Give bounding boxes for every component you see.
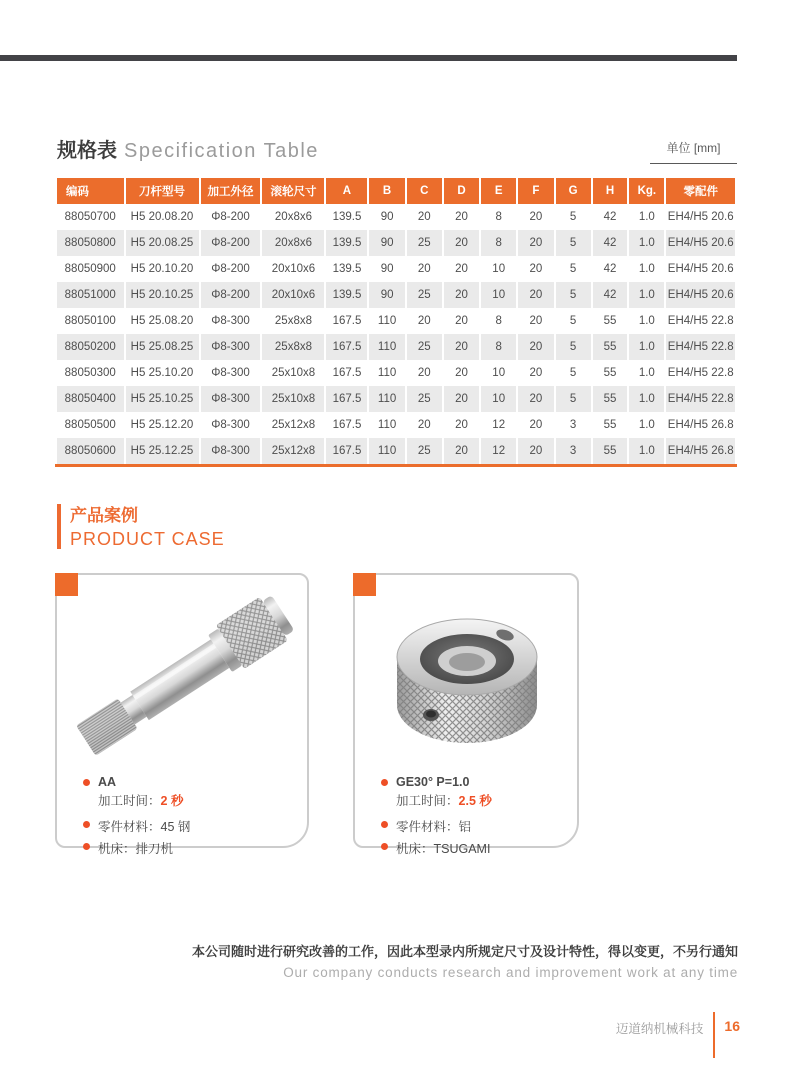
spec-cell: 88050500 bbox=[57, 412, 124, 438]
table-row bbox=[57, 412, 735, 438]
spec-cell: H5 20.10.25 bbox=[126, 282, 199, 308]
time-value: 2 秒 bbox=[160, 794, 184, 808]
bullet-icon bbox=[381, 821, 388, 828]
spec-cell: 5 bbox=[556, 230, 591, 256]
spec-cell: 88050800 bbox=[57, 230, 124, 256]
spec-cell: 20 bbox=[444, 386, 479, 412]
spec-cell: 88050900 bbox=[57, 256, 124, 282]
list-item-time bbox=[381, 791, 569, 809]
spec-cell: 20 bbox=[444, 412, 479, 438]
spec-cell: 110 bbox=[369, 412, 404, 438]
spec-cell: 88050100 bbox=[57, 308, 124, 334]
card-detail-list bbox=[83, 775, 299, 861]
spec-cell: 25x8x8 bbox=[262, 308, 324, 334]
spec-cell: EH4/H5 20.6 bbox=[666, 256, 735, 282]
list-item-name bbox=[381, 775, 569, 789]
spec-cell: 20 bbox=[444, 282, 479, 308]
spec-cell: 20x10x6 bbox=[262, 282, 324, 308]
material-text: 零件材料：45 钢 bbox=[98, 820, 191, 834]
spec-cell: EH4/H5 22.8 bbox=[666, 334, 735, 360]
spec-cell: 90 bbox=[369, 256, 404, 282]
spec-cell: 110 bbox=[369, 360, 404, 386]
list-item-time bbox=[83, 791, 299, 809]
spec-cell: H5 25.10.25 bbox=[126, 386, 199, 412]
spec-cell: 10 bbox=[481, 282, 516, 308]
spec-cell: 8 bbox=[481, 334, 516, 360]
spec-cell: 20 bbox=[518, 438, 553, 464]
spec-cell: 20 bbox=[407, 256, 442, 282]
spec-cell: EH4/H5 26.8 bbox=[666, 438, 735, 464]
bullet-icon bbox=[83, 843, 90, 850]
column-header: A bbox=[326, 178, 367, 204]
spec-cell: Φ8-300 bbox=[201, 308, 261, 334]
table-row bbox=[57, 282, 735, 308]
spec-cell: 88051000 bbox=[57, 282, 124, 308]
page-footer bbox=[616, 1012, 740, 1058]
spec-cell: 8 bbox=[481, 230, 516, 256]
product-photo-knurled-shaft bbox=[65, 587, 303, 767]
spec-cell: 20 bbox=[444, 256, 479, 282]
column-header: B bbox=[369, 178, 404, 204]
spec-cell: 25x12x8 bbox=[262, 438, 324, 464]
spec-cell: Φ8-300 bbox=[201, 412, 261, 438]
spec-cell: 88050200 bbox=[57, 334, 124, 360]
spec-cell: 5 bbox=[556, 308, 591, 334]
material-text: 零件材料：铝 bbox=[396, 820, 472, 834]
company-name: 迈道纳机械科技 bbox=[615, 1022, 704, 1036]
product-case-heading bbox=[57, 501, 225, 550]
spec-cell: 167.5 bbox=[326, 438, 367, 464]
spec-cell: 25x8x8 bbox=[262, 334, 324, 360]
spec-cell: 55 bbox=[593, 412, 628, 438]
time-label: 加工时间： bbox=[396, 794, 459, 808]
spec-cell: 1.0 bbox=[629, 204, 664, 230]
spec-cell: 55 bbox=[593, 360, 628, 386]
spec-cell: EH4/H5 20.6 bbox=[666, 230, 735, 256]
column-header: 刀杆型号 bbox=[126, 178, 199, 204]
unit-label: 单位 [mm] bbox=[650, 139, 737, 164]
spec-cell: EH4/H5 22.8 bbox=[666, 308, 735, 334]
list-item-machine bbox=[83, 839, 299, 857]
spec-cell: 139.5 bbox=[326, 282, 367, 308]
spec-cell: 55 bbox=[593, 438, 628, 464]
spec-cell: 5 bbox=[556, 256, 591, 282]
spec-cell: H5 25.08.25 bbox=[126, 334, 199, 360]
spec-cell: 20 bbox=[407, 412, 442, 438]
spec-cell: 5 bbox=[556, 282, 591, 308]
spec-cell: 110 bbox=[369, 386, 404, 412]
column-header: Kg. bbox=[629, 178, 664, 204]
spec-cell: 25x12x8 bbox=[262, 412, 324, 438]
spec-cell: 55 bbox=[593, 334, 628, 360]
spec-cell: 90 bbox=[369, 204, 404, 230]
spec-cell: 42 bbox=[593, 282, 628, 308]
spec-cell: 3 bbox=[556, 438, 591, 464]
product-name: GE30° P=1.0 bbox=[396, 775, 470, 789]
spec-cell: Φ8-300 bbox=[201, 386, 261, 412]
spec-cell: EH4/H5 22.8 bbox=[666, 386, 735, 412]
spec-cell: Φ8-300 bbox=[201, 438, 261, 464]
spec-cell: 10 bbox=[481, 360, 516, 386]
spec-cell: H5 25.12.25 bbox=[126, 438, 199, 464]
spec-cell: 139.5 bbox=[326, 230, 367, 256]
column-header: 加工外径 bbox=[201, 178, 261, 204]
product-case-title-zh: 产品案例 bbox=[70, 506, 138, 525]
column-header: F bbox=[518, 178, 553, 204]
spec-cell: 20 bbox=[518, 334, 553, 360]
spec-cell: 20 bbox=[444, 438, 479, 464]
spec-cell: Φ8-200 bbox=[201, 204, 261, 230]
spec-cell: H5 25.10.20 bbox=[126, 360, 199, 386]
title-en: Specification Table bbox=[124, 140, 319, 162]
product-case-title-en: PRODUCT CASE bbox=[70, 529, 225, 549]
spec-cell: 167.5 bbox=[326, 308, 367, 334]
spec-cell: 25 bbox=[407, 282, 442, 308]
spec-cell: 90 bbox=[369, 282, 404, 308]
bullet-icon bbox=[83, 821, 90, 828]
bullet-icon bbox=[381, 779, 388, 786]
spec-cell: 20x8x6 bbox=[262, 230, 324, 256]
product-name: AA bbox=[98, 775, 117, 789]
product-card-2 bbox=[353, 573, 579, 856]
spec-cell: 20x8x6 bbox=[262, 204, 324, 230]
spec-cell: 20x10x6 bbox=[262, 256, 324, 282]
spec-cell: 20 bbox=[518, 282, 553, 308]
spec-cell: 20 bbox=[518, 308, 553, 334]
page-number: 16 bbox=[724, 1018, 740, 1034]
spec-cell: 8 bbox=[481, 308, 516, 334]
top-divider-bar bbox=[0, 55, 737, 61]
title-zh: 规格表 bbox=[57, 140, 117, 162]
spec-cell: 1.0 bbox=[629, 256, 664, 282]
spec-cell: EH4/H5 20.6 bbox=[666, 204, 735, 230]
bullet-icon bbox=[83, 779, 90, 786]
column-header: H bbox=[593, 178, 628, 204]
spec-cell: 55 bbox=[593, 308, 628, 334]
spec-cell: 25 bbox=[407, 230, 442, 256]
spec-cell: 12 bbox=[481, 438, 516, 464]
column-header: G bbox=[556, 178, 591, 204]
spec-cell: 20 bbox=[444, 230, 479, 256]
table-bottom-accent-line bbox=[55, 464, 737, 467]
product-photo-knurled-ring-nut bbox=[379, 593, 555, 765]
spec-cell: 1.0 bbox=[629, 386, 664, 412]
spec-cell: 42 bbox=[593, 230, 628, 256]
spec-cell: 88050600 bbox=[57, 438, 124, 464]
spec-cell: 42 bbox=[593, 256, 628, 282]
spec-cell: 88050300 bbox=[57, 360, 124, 386]
spec-cell: 20 bbox=[518, 412, 553, 438]
spec-cell: Φ8-300 bbox=[201, 334, 261, 360]
spec-table-head-row bbox=[57, 178, 735, 204]
list-item-material bbox=[83, 817, 299, 835]
spec-cell: 139.5 bbox=[326, 256, 367, 282]
spec-cell: EH4/H5 20.6 bbox=[666, 282, 735, 308]
table-row bbox=[57, 204, 735, 230]
spec-cell: Φ8-200 bbox=[201, 256, 261, 282]
spec-cell: 167.5 bbox=[326, 360, 367, 386]
spec-cell: 5 bbox=[556, 204, 591, 230]
heading-accent-bar bbox=[57, 504, 61, 549]
spec-cell: 20 bbox=[444, 204, 479, 230]
card-corner-accent bbox=[353, 573, 376, 596]
spec-cell: H5 20.08.20 bbox=[126, 204, 199, 230]
spec-cell: 90 bbox=[369, 230, 404, 256]
disclaimer-zh: 本公司随时进行研究改善的工作，因此本型录内所规定尺寸及设计特性，得以变更，不另行通知 bbox=[191, 944, 738, 959]
spec-cell: 167.5 bbox=[326, 334, 367, 360]
spec-cell: 55 bbox=[593, 386, 628, 412]
table-row bbox=[57, 256, 735, 282]
machine-text: 机床：排刀机 bbox=[98, 842, 174, 856]
spec-table-body bbox=[57, 204, 735, 464]
spec-cell: 10 bbox=[481, 386, 516, 412]
specification-table bbox=[55, 178, 737, 464]
column-header: 零配件 bbox=[666, 178, 735, 204]
spec-cell: 5 bbox=[556, 360, 591, 386]
spec-cell: H5 25.12.20 bbox=[126, 412, 199, 438]
table-row bbox=[57, 230, 735, 256]
spec-cell: 1.0 bbox=[629, 360, 664, 386]
spec-cell: 20 bbox=[407, 360, 442, 386]
card-detail-list bbox=[381, 775, 569, 861]
spec-cell: 167.5 bbox=[326, 386, 367, 412]
spec-cell: 20 bbox=[444, 360, 479, 386]
spec-cell: 20 bbox=[407, 308, 442, 334]
disclaimer bbox=[192, 941, 738, 980]
time-label: 加工时间： bbox=[98, 794, 161, 808]
spec-cell: 1.0 bbox=[629, 334, 664, 360]
table-row bbox=[57, 386, 735, 412]
spec-cell: 12 bbox=[481, 412, 516, 438]
spec-cell: 20 bbox=[518, 204, 553, 230]
spec-cell: EH4/H5 22.8 bbox=[666, 360, 735, 386]
spec-cell: 25 bbox=[407, 386, 442, 412]
spec-cell: 25x10x8 bbox=[262, 360, 324, 386]
column-header: C bbox=[407, 178, 442, 204]
spec-cell: 3 bbox=[556, 412, 591, 438]
spec-cell: 88050700 bbox=[57, 204, 124, 230]
spec-cell: 139.5 bbox=[326, 204, 367, 230]
table-row bbox=[57, 334, 735, 360]
spec-cell: 20 bbox=[518, 230, 553, 256]
spec-cell: 20 bbox=[444, 334, 479, 360]
disclaimer-en: Our company conducts research and improvement work at any time bbox=[283, 965, 738, 980]
spec-cell: 25 bbox=[407, 438, 442, 464]
spec-cell: 5 bbox=[556, 334, 591, 360]
spec-cell: 110 bbox=[369, 334, 404, 360]
machine-text: 机床：TSUGAMI bbox=[396, 842, 491, 856]
footer-divider bbox=[713, 1012, 715, 1058]
spec-cell: 42 bbox=[593, 204, 628, 230]
spec-cell: 25 bbox=[407, 334, 442, 360]
spec-cell: 110 bbox=[369, 438, 404, 464]
spec-cell: 20 bbox=[518, 360, 553, 386]
spec-cell: H5 25.08.20 bbox=[126, 308, 199, 334]
product-card-1 bbox=[55, 573, 309, 856]
column-header: D bbox=[444, 178, 479, 204]
table-row bbox=[57, 438, 735, 464]
list-item-material bbox=[381, 817, 569, 835]
column-header: 滚轮尺寸 bbox=[262, 178, 324, 204]
spec-cell: 1.0 bbox=[629, 438, 664, 464]
spec-cell: 20 bbox=[518, 386, 553, 412]
spec-cell: 1.0 bbox=[629, 308, 664, 334]
spec-cell: 1.0 bbox=[629, 282, 664, 308]
spec-cell: H5 20.10.20 bbox=[126, 256, 199, 282]
time-value: 2.5 秒 bbox=[458, 794, 492, 808]
table-row bbox=[57, 360, 735, 386]
table-row bbox=[57, 308, 735, 334]
spec-cell: 1.0 bbox=[629, 412, 664, 438]
spec-cell: 20 bbox=[518, 256, 553, 282]
section-title bbox=[57, 134, 319, 163]
spec-cell: 110 bbox=[369, 308, 404, 334]
column-header: E bbox=[481, 178, 516, 204]
spec-cell: Φ8-300 bbox=[201, 360, 261, 386]
list-item-name bbox=[83, 775, 299, 789]
bullet-icon bbox=[381, 843, 388, 850]
list-item-machine bbox=[381, 839, 569, 857]
spec-cell: H5 20.08.25 bbox=[126, 230, 199, 256]
spec-cell: 5 bbox=[556, 386, 591, 412]
spec-cell: 1.0 bbox=[629, 230, 664, 256]
spec-cell: 10 bbox=[481, 256, 516, 282]
spec-cell: 8 bbox=[481, 204, 516, 230]
spec-cell: 25x10x8 bbox=[262, 386, 324, 412]
column-header: 编码 bbox=[57, 178, 124, 204]
spec-cell: Φ8-200 bbox=[201, 230, 261, 256]
spec-cell: EH4/H5 26.8 bbox=[666, 412, 735, 438]
spec-cell: 88050400 bbox=[57, 386, 124, 412]
spec-cell: 20 bbox=[444, 308, 479, 334]
spec-cell: 20 bbox=[407, 204, 442, 230]
spec-cell: Φ8-200 bbox=[201, 282, 261, 308]
spec-cell: 167.5 bbox=[326, 412, 367, 438]
